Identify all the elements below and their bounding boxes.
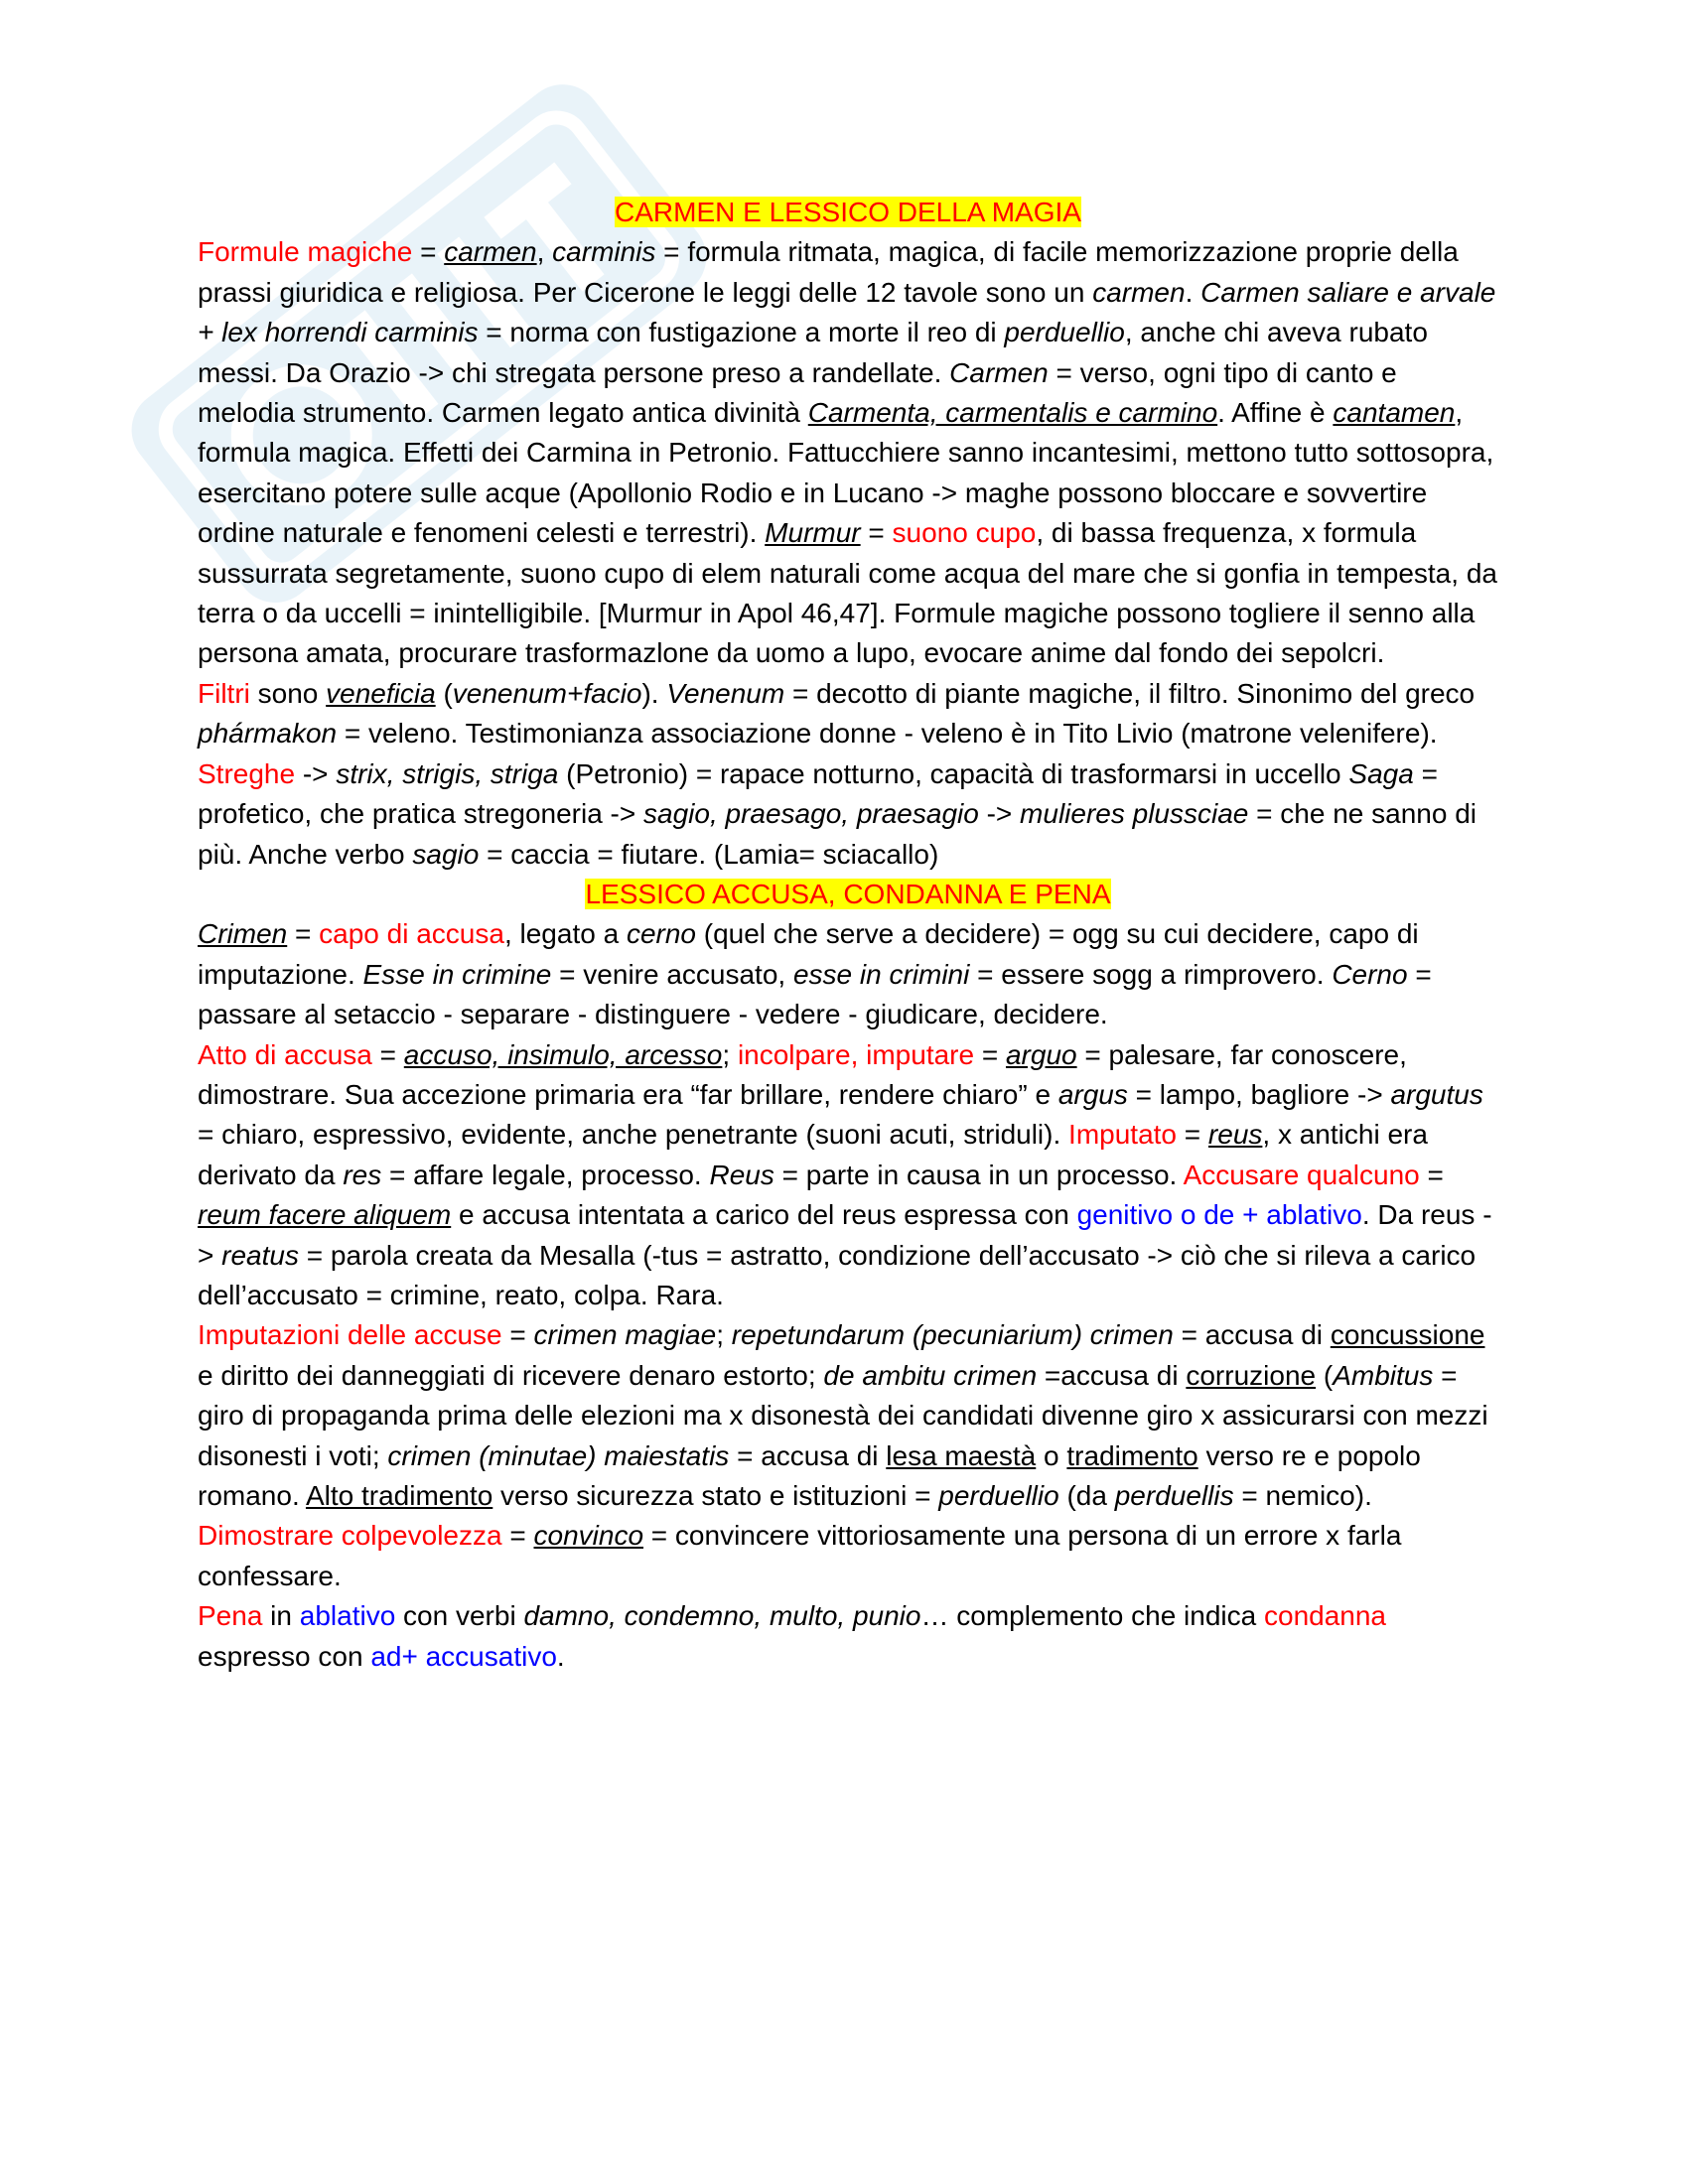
text-run: , anche chi aveva rubato messi. Da Orazio -> chi stregata persone preso a randellate. bbox=[198, 317, 1428, 388]
text-run: = bbox=[412, 236, 445, 268]
text-run: = giro di propaganda prima delle elezioni ma x disonestà dei candidati divenne giro x assicurarsi con mezzi disonesti i voti; bbox=[198, 1359, 1488, 1471]
text-run: = bbox=[287, 918, 320, 950]
text-run: argus bbox=[1057, 1078, 1128, 1110]
paragraph-crimen bbox=[198, 914, 1498, 1034]
text-run: = verso, ogni tipo di canto e melodia strumento. Carmen legato antica divinità bbox=[198, 356, 1397, 429]
text-run: = bbox=[371, 1038, 404, 1070]
text-run: sono bbox=[249, 677, 327, 709]
text-run: = passare al setaccio - separare - distinguere - vedere - giudicare, decidere. bbox=[198, 958, 1432, 1030]
text-run: in bbox=[262, 1600, 300, 1632]
text-run: Crimen bbox=[198, 918, 288, 950]
text-run: perduellio bbox=[938, 1480, 1059, 1511]
text-run: genitivo o de + ablativo bbox=[1076, 1199, 1362, 1231]
text-run: -> bbox=[978, 798, 1021, 830]
text-run: -> bbox=[295, 757, 337, 789]
paragraph-dimostrare bbox=[198, 1516, 1498, 1596]
paragraph-filtri bbox=[198, 674, 1498, 754]
text-run: = caccia = fiutare. (Lamia= sciacallo) bbox=[479, 838, 939, 870]
text-run: perduellis bbox=[1114, 1480, 1234, 1511]
text-run: Filtri bbox=[198, 677, 250, 709]
text-run: Pena bbox=[198, 1600, 263, 1632]
text-run: … complemento che indica bbox=[920, 1600, 1264, 1632]
heading-magic bbox=[198, 193, 1498, 232]
text-run: = veleno. Testimonianza associazione donne - veleno è in Tito Livio (matrone velenifere). bbox=[337, 718, 1438, 750]
text-run: Alto tradimento bbox=[305, 1480, 493, 1511]
text-run: argutus bbox=[1390, 1078, 1483, 1110]
text-run: = bbox=[501, 1520, 534, 1552]
text-run: ). bbox=[641, 677, 667, 709]
text-run: = lampo, bagliore -> bbox=[1127, 1078, 1391, 1110]
text-run: = decotto di piante magiche, il filtro. Sinonimo del greco bbox=[784, 677, 1476, 709]
text-run: Imputato bbox=[1068, 1119, 1177, 1151]
text-run: accuso, insimulo, arcesso bbox=[403, 1038, 723, 1070]
text-run: o bbox=[1036, 1439, 1067, 1471]
text-run: Carmenta, carmentalis e carmino bbox=[807, 397, 1218, 429]
text-run: Cerno bbox=[1332, 958, 1408, 990]
text-run: (Petronio) = rapace notturno, capacità di trasformarsi in uccello bbox=[558, 757, 1349, 789]
text-run: = bbox=[501, 1319, 534, 1351]
text-run: convinco bbox=[533, 1520, 644, 1552]
text-run: . bbox=[556, 1640, 565, 1672]
text-run: = palesare, far conoscere, dimostrare. Sua accezione primaria era “far brillare, rendere chiaro” e bbox=[198, 1038, 1407, 1110]
text-run: LESSICO ACCUSA, CONDANNA E PENA bbox=[585, 878, 1111, 909]
paragraph-formule-magiche bbox=[198, 232, 1498, 673]
text-run: = norma con fustigazione a morte il reo di bbox=[478, 317, 1005, 348]
text-run: = accusa di bbox=[1173, 1319, 1331, 1351]
text-run: espresso con bbox=[198, 1640, 371, 1672]
text-run: reus bbox=[1207, 1119, 1263, 1151]
text-run: verso sicurezza stato e istituzioni = bbox=[492, 1480, 939, 1511]
text-run: Atto di accusa bbox=[198, 1038, 372, 1070]
paragraph-pena bbox=[198, 1596, 1498, 1677]
text-run: tradimento bbox=[1066, 1439, 1198, 1471]
text-run: = profetico, che pratica stregoneria -> bbox=[198, 757, 1438, 830]
text-run: phármakon bbox=[198, 718, 338, 750]
text-run: CARMEN E LESSICO DELLA MAGIA bbox=[615, 197, 1081, 227]
text-run: reum facere aliquem bbox=[198, 1199, 452, 1231]
text-run: corruzione bbox=[1186, 1359, 1317, 1391]
text-run: (da bbox=[1058, 1480, 1115, 1511]
text-run: = accusa di bbox=[729, 1439, 887, 1471]
text-run: ; bbox=[716, 1319, 732, 1351]
text-run: esse in crimini bbox=[792, 958, 970, 990]
text-run: strix, strigis, striga bbox=[336, 757, 559, 789]
text-run: = essere sogg a rimprovero. bbox=[969, 958, 1333, 990]
text-run: Streghe bbox=[198, 757, 296, 789]
text-run: Accusare qualcuno bbox=[1183, 1159, 1420, 1190]
text-run: = venire accusato, bbox=[551, 958, 793, 990]
text-run: ad+ accusativo bbox=[370, 1640, 557, 1672]
text-run: , di bassa frequenza, x formula sussurrata segretamente, suono cupo di elem naturali come acqua del mare che si gonfia in tempesta, da terra o da uccelli = inintelligibile. [Murmur in Apol 46,47]. Formule magiche possono togliere il senno alla persona amata, procurare trasformazlone da uomo a lupo, evocare anime dal fondo dei sepolcri. bbox=[198, 517, 1497, 669]
text-run: repetundarum (pecuniarium) crimen bbox=[731, 1319, 1174, 1351]
text-run: crimen (minutae) maiestatis bbox=[387, 1439, 730, 1471]
text-run: con verbi bbox=[395, 1600, 524, 1632]
text-run: = nemico). bbox=[1233, 1480, 1372, 1511]
text-run: . bbox=[1185, 276, 1201, 308]
paragraph-imputazioni bbox=[198, 1315, 1498, 1516]
text-run: sagio, praesago, praesagio bbox=[643, 798, 979, 830]
text-run: res bbox=[343, 1159, 382, 1190]
text-run: = convincere vittoriosamente una persona di un errore x farla confessare. bbox=[198, 1520, 1402, 1591]
text-run: , x antichi era derivato da bbox=[198, 1119, 1428, 1190]
text-run: veneficia bbox=[326, 677, 436, 709]
text-run: = parte in causa in un processo. bbox=[774, 1159, 1184, 1190]
text-run: = parola creata da Mesalla (-tus = astratto, condizione dell’accusato -> ciò che si rileva a carico dell’accusato = crimine, reato, colpa. Rara. bbox=[198, 1239, 1477, 1310]
text-run: , legato a bbox=[503, 918, 627, 950]
text-run: reatus bbox=[221, 1239, 299, 1271]
text-run: Formule magiche bbox=[198, 236, 413, 268]
text-run: = bbox=[860, 517, 893, 549]
text-run: = bbox=[974, 1038, 1006, 1070]
text-run: mulieres plussciae bbox=[1020, 798, 1249, 830]
text-run: Venenum bbox=[666, 677, 785, 709]
text-run: suono cupo bbox=[892, 517, 1037, 549]
text-run: ablativo bbox=[299, 1600, 396, 1632]
text-run: ( bbox=[435, 677, 453, 709]
text-run: Ambitus bbox=[1333, 1359, 1434, 1391]
document-body bbox=[198, 193, 1498, 1677]
text-run: . Da reus -> bbox=[198, 1199, 1492, 1271]
text-run: (quel che serve a decidere) = ogg su cui decidere, capo di imputazione. bbox=[198, 918, 1419, 990]
text-run: capo di accusa bbox=[319, 918, 504, 950]
text-run: crimen magiae bbox=[533, 1319, 717, 1351]
text-run: Carmen bbox=[949, 356, 1049, 388]
text-run: arguo bbox=[1005, 1038, 1077, 1070]
text-run: e diritto dei danneggiati di ricevere denaro estorto; bbox=[198, 1359, 824, 1391]
text-run: carminis bbox=[552, 236, 656, 268]
text-run: Dimostrare colpevolezza bbox=[198, 1520, 502, 1552]
text-run: cerno bbox=[626, 918, 696, 950]
text-run: , bbox=[536, 236, 553, 268]
text-run: =accusa di bbox=[1037, 1359, 1187, 1391]
text-run: Imputazioni delle accuse bbox=[198, 1319, 502, 1351]
text-run: Reus bbox=[709, 1159, 774, 1190]
text-run: = chiaro, espressivo, evidente, anche penetrante (suoni acuti, striduli). bbox=[198, 1119, 1069, 1151]
text-run: Esse in crimine bbox=[362, 958, 552, 990]
paragraph-atto-di-accusa bbox=[198, 1035, 1498, 1316]
text-run: Saga bbox=[1348, 757, 1414, 789]
text-run: e accusa intentata a carico del reus espressa con bbox=[451, 1199, 1077, 1231]
text-run: = affare legale, processo. bbox=[381, 1159, 710, 1190]
text-run: = formula ritmata, magica, di facile memorizzazione proprie della prassi giuridica e religiosa. Per Cicerone le leggi delle 12 tavole sono un bbox=[198, 236, 1459, 308]
text-run: carmen bbox=[444, 236, 537, 268]
text-run: cantamen bbox=[1333, 397, 1456, 429]
text-run: perduellio bbox=[1004, 317, 1125, 348]
heading-accusation bbox=[198, 875, 1498, 914]
text-run: condanna bbox=[1264, 1600, 1387, 1632]
text-run: sagio bbox=[412, 838, 480, 870]
text-run: lesa maestà bbox=[886, 1439, 1037, 1471]
text-run: carmen bbox=[1092, 276, 1186, 308]
text-run: ( bbox=[1316, 1359, 1334, 1391]
text-run: damno, condemno, multo, punio bbox=[523, 1600, 921, 1632]
text-run: , formula magica. Effetti dei Carmina in Petronio. Fattucchiere sanno incantesimi, mettono tutto sottosopra, esercitano potere sulle acque (Apollonio Rodio e in Lucano -> maghe possono bloccare e sovvertire ordine naturale e fenomeni celesti e terrestri). bbox=[198, 397, 1494, 549]
text-run: verso re e popolo romano. bbox=[198, 1439, 1421, 1511]
text-run: ; bbox=[722, 1038, 738, 1070]
text-run: Carmen saliare e arvale + lex horrendi carminis bbox=[198, 276, 1496, 348]
text-run: Murmur bbox=[765, 517, 861, 549]
text-run: = bbox=[1419, 1159, 1444, 1190]
text-run: incolpare, imputare bbox=[737, 1038, 975, 1070]
text-run: = che ne sanno di più. Anche verbo bbox=[198, 798, 1477, 870]
text-run: = bbox=[1177, 1119, 1208, 1151]
text-run: venenum+facio bbox=[452, 677, 642, 709]
paragraph-streghe bbox=[198, 754, 1498, 875]
text-run: concussione bbox=[1330, 1319, 1485, 1351]
text-run: de ambitu crimen bbox=[823, 1359, 1038, 1391]
text-run: . Affine è bbox=[1217, 397, 1334, 429]
